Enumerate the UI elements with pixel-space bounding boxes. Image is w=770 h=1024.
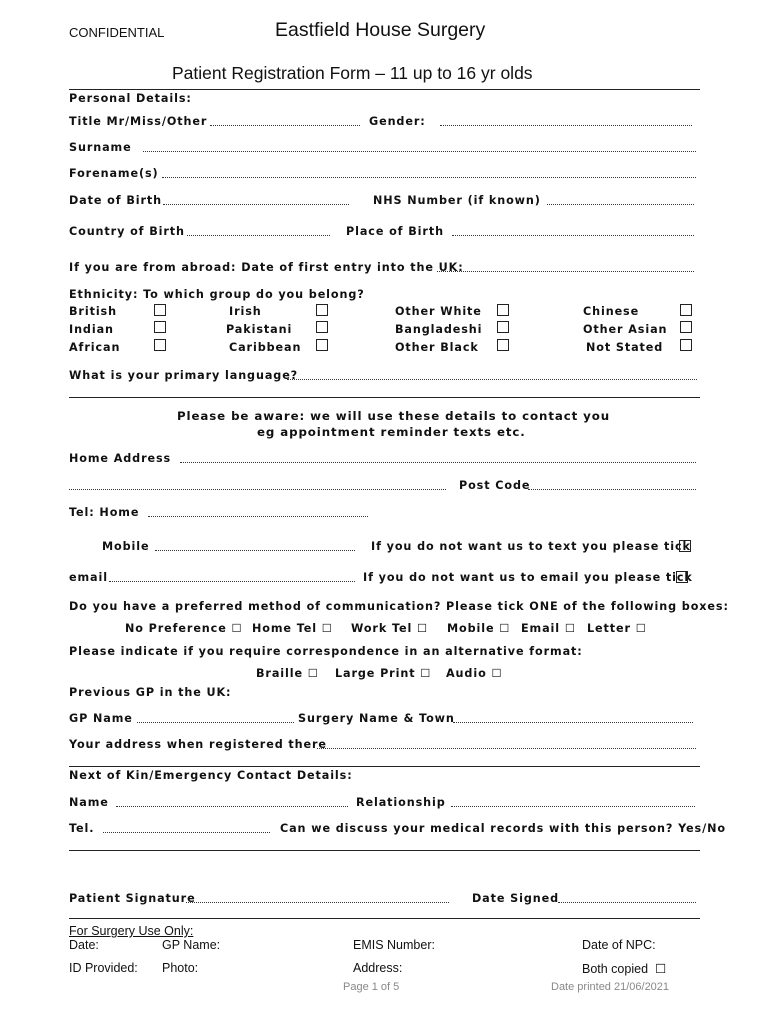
checkbox-icon[interactable]: ☐ xyxy=(231,622,243,635)
preferred-option-email-label: Email xyxy=(521,622,561,635)
confidential-label: CONFIDENTIAL xyxy=(69,25,165,40)
ethnicity-option-african: African xyxy=(69,341,121,354)
primary-language-label: What is your primary language? xyxy=(69,369,299,382)
checkbox-icon[interactable]: ☐ xyxy=(417,622,428,635)
kin-tel-label: Tel. xyxy=(69,822,95,835)
surgery-use-photo-label: Photo: xyxy=(162,961,199,975)
ethnicity-checkbox-indian[interactable] xyxy=(154,321,166,333)
ethnicity-option-not-stated: Not Stated xyxy=(586,341,664,354)
tel-home-field[interactable] xyxy=(148,516,368,517)
ethnicity-option-other-white: Other White xyxy=(395,305,482,318)
ethnicity-option-bangladeshi: Bangladeshi xyxy=(395,323,483,336)
section-rule-kin xyxy=(69,766,700,767)
kin-consent-question: Can we discuss your medical records with this person? Yes/No xyxy=(280,822,726,835)
ethnicity-option-irish: Irish xyxy=(229,305,262,318)
alt-format-option-large-print[interactable] xyxy=(335,667,431,680)
checkbox-icon[interactable]: ☐ xyxy=(654,962,667,976)
home-address-line2-field[interactable] xyxy=(69,489,446,490)
home-address-field[interactable] xyxy=(180,462,696,463)
preferred-option-email[interactable] xyxy=(521,622,576,635)
previous-gp-heading: Previous GP in the UK: xyxy=(69,686,232,699)
checkbox-icon[interactable]: ☐ xyxy=(499,622,511,635)
ethnicity-option-chinese: Chinese xyxy=(583,305,640,318)
mobile-field[interactable] xyxy=(155,550,355,551)
ethnicity-checkbox-irish[interactable] xyxy=(316,304,328,316)
ethnicity-checkbox-other-black[interactable] xyxy=(497,339,509,351)
date-signed-field[interactable] xyxy=(558,902,696,903)
ethnicity-checkbox-chinese[interactable] xyxy=(680,304,692,316)
checkbox-icon[interactable]: ☐ xyxy=(307,667,319,680)
ethnicity-checkbox-bangladeshi[interactable] xyxy=(497,321,509,333)
preferred-method-question: Do you have a preferred method of communication? Please tick ONE of the following boxes: xyxy=(69,600,729,613)
country-of-birth-field[interactable] xyxy=(187,235,330,236)
preferred-option-work-tel[interactable] xyxy=(351,622,428,635)
preferred-option-no-preference[interactable] xyxy=(125,622,242,635)
abroad-entry-field[interactable] xyxy=(437,271,694,272)
email-field[interactable] xyxy=(109,581,355,582)
ethnicity-option-other-asian: Other Asian xyxy=(583,323,668,336)
ethnicity-option-indian: Indian xyxy=(69,323,114,336)
gp-name-field[interactable] xyxy=(137,722,294,723)
surgery-use-both-copied[interactable] xyxy=(582,961,666,976)
dob-label: Date of Birth xyxy=(69,194,163,207)
ethnicity-checkbox-british[interactable] xyxy=(154,304,166,316)
place-of-birth-field[interactable] xyxy=(452,235,694,236)
post-code-label: Post Code xyxy=(459,479,531,492)
checkbox-icon[interactable]: ☐ xyxy=(491,667,503,680)
title-field[interactable] xyxy=(210,125,360,126)
ethnicity-checkbox-african[interactable] xyxy=(154,339,166,351)
section-rule-contact xyxy=(69,397,700,398)
preferred-option-letter-label: Letter xyxy=(587,622,631,635)
alt-format-option-audio[interactable] xyxy=(446,667,502,680)
surgery-name-label: Surgery Name & Town xyxy=(298,712,455,725)
ethnicity-checkbox-not-stated[interactable] xyxy=(680,339,692,351)
ethnicity-checkbox-other-white[interactable] xyxy=(497,304,509,316)
ethnicity-checkbox-caribbean[interactable] xyxy=(316,339,328,351)
ethnicity-checkbox-other-asian[interactable] xyxy=(680,321,692,333)
surgery-use-id-label: ID Provided: xyxy=(69,961,138,975)
tel-home-label: Tel: Home xyxy=(69,506,140,519)
ethnicity-question: Ethnicity: To which group do you belong? xyxy=(69,288,365,301)
section-rule-signature xyxy=(69,850,700,851)
preferred-option-home-tel[interactable] xyxy=(252,622,333,635)
next-of-kin-heading: Next of Kin/Emergency Contact Details: xyxy=(69,769,353,782)
ethnicity-option-caribbean: Caribbean xyxy=(229,341,302,354)
kin-relationship-field[interactable] xyxy=(451,806,695,807)
page-number: Page 1 of 5 xyxy=(343,981,400,993)
previous-address-label: Your address when registered there xyxy=(69,738,327,751)
text-optout-label: If you do not want us to text you please tick xyxy=(371,540,691,553)
surgery-use-emis-label: EMIS Number: xyxy=(353,938,435,952)
nhs-number-label: NHS Number (if known) xyxy=(373,194,541,207)
preferred-option-home-tel-label: Home Tel xyxy=(252,622,317,635)
surgery-name-field[interactable] xyxy=(453,722,693,723)
place-of-birth-label: Place of Birth xyxy=(346,225,444,238)
date-signed-label: Date Signed xyxy=(472,892,560,905)
gender-label: Gender: xyxy=(369,115,426,128)
alt-format-question: Please indicate if you require correspondence in an alternative format: xyxy=(69,645,583,658)
primary-language-field[interactable] xyxy=(287,379,697,380)
kin-name-field[interactable] xyxy=(116,806,348,807)
contact-notice-line1: Please be aware: we will use these details to contact you xyxy=(177,409,611,423)
practice-name: Eastfield House Surgery xyxy=(275,19,486,41)
ethnicity-option-british: British xyxy=(69,305,117,318)
surgery-use-date-label: Date: xyxy=(69,938,99,952)
country-of-birth-label: Country of Birth xyxy=(69,225,185,238)
email-optout-checkbox[interactable] xyxy=(676,571,688,583)
text-optout-checkbox[interactable] xyxy=(679,540,691,552)
alt-format-audio-label: Audio xyxy=(446,667,487,680)
post-code-field[interactable] xyxy=(528,489,696,490)
ethnicity-checkbox-pakistani[interactable] xyxy=(316,321,328,333)
kin-relationship-label: Relationship xyxy=(356,796,446,809)
kin-name-label: Name xyxy=(69,796,109,809)
preferred-option-no-preference-label: No Preference xyxy=(125,622,227,635)
title-label: Title Mr/Miss/Other xyxy=(69,115,208,128)
ethnicity-option-pakistani: Pakistani xyxy=(226,323,293,336)
mobile-label: Mobile xyxy=(102,540,150,553)
checkbox-icon[interactable]: ☐ xyxy=(420,667,432,680)
both-copied-label: Both copied xyxy=(582,962,649,976)
checkbox-icon[interactable]: ☐ xyxy=(635,622,647,635)
checkbox-icon[interactable]: ☐ xyxy=(321,622,333,635)
alt-format-large-print-label: Large Print xyxy=(335,667,416,680)
dob-field[interactable] xyxy=(163,204,349,205)
surgery-use-npc-label: Date of NPC: xyxy=(582,938,656,952)
surname-field[interactable] xyxy=(143,151,696,152)
forenames-field[interactable] xyxy=(162,177,696,178)
email-optout-label: If you do not want us to email you please tick xyxy=(363,571,693,584)
preferred-option-mobile[interactable] xyxy=(447,622,510,635)
email-label: email xyxy=(69,571,108,584)
forenames-label: Forename(s) xyxy=(69,167,159,180)
alt-format-option-braille[interactable] xyxy=(256,667,319,680)
kin-tel-field[interactable] xyxy=(103,832,270,833)
nhs-number-field[interactable] xyxy=(547,204,694,205)
surgery-use-gp-name-label: GP Name: xyxy=(162,938,221,952)
patient-signature-label: Patient Signature xyxy=(69,892,196,905)
checkbox-icon[interactable]: ☐ xyxy=(564,622,576,635)
personal-details-heading: Personal Details: xyxy=(69,92,192,105)
section-rule-surgery-use xyxy=(69,918,700,919)
gp-name-label: GP Name xyxy=(69,712,133,725)
title-rule xyxy=(69,89,700,90)
previous-address-field[interactable] xyxy=(317,748,696,749)
abroad-entry-label: If you are from abroad: Date of first entry into the UK: xyxy=(69,261,464,274)
preferred-option-letter[interactable] xyxy=(587,622,647,635)
surgery-use-heading: For Surgery Use Only: xyxy=(69,924,194,938)
alt-format-braille-label: Braille xyxy=(256,667,303,680)
patient-signature-field[interactable] xyxy=(186,902,449,903)
ethnicity-option-other-black: Other Black xyxy=(395,341,479,354)
surname-label: Surname xyxy=(69,141,132,154)
gender-field[interactable] xyxy=(440,125,692,126)
preferred-option-work-tel-label: Work Tel xyxy=(351,622,413,635)
contact-notice-line2: eg appointment reminder texts etc. xyxy=(257,425,526,439)
home-address-label: Home Address xyxy=(69,452,172,465)
surgery-use-address-label: Address: xyxy=(353,961,403,975)
form-title: Patient Registration Form – 11 up to 16 yr olds xyxy=(172,63,533,83)
preferred-option-mobile-label: Mobile xyxy=(447,622,495,635)
date-printed: Date printed 21/06/2021 xyxy=(551,981,670,993)
